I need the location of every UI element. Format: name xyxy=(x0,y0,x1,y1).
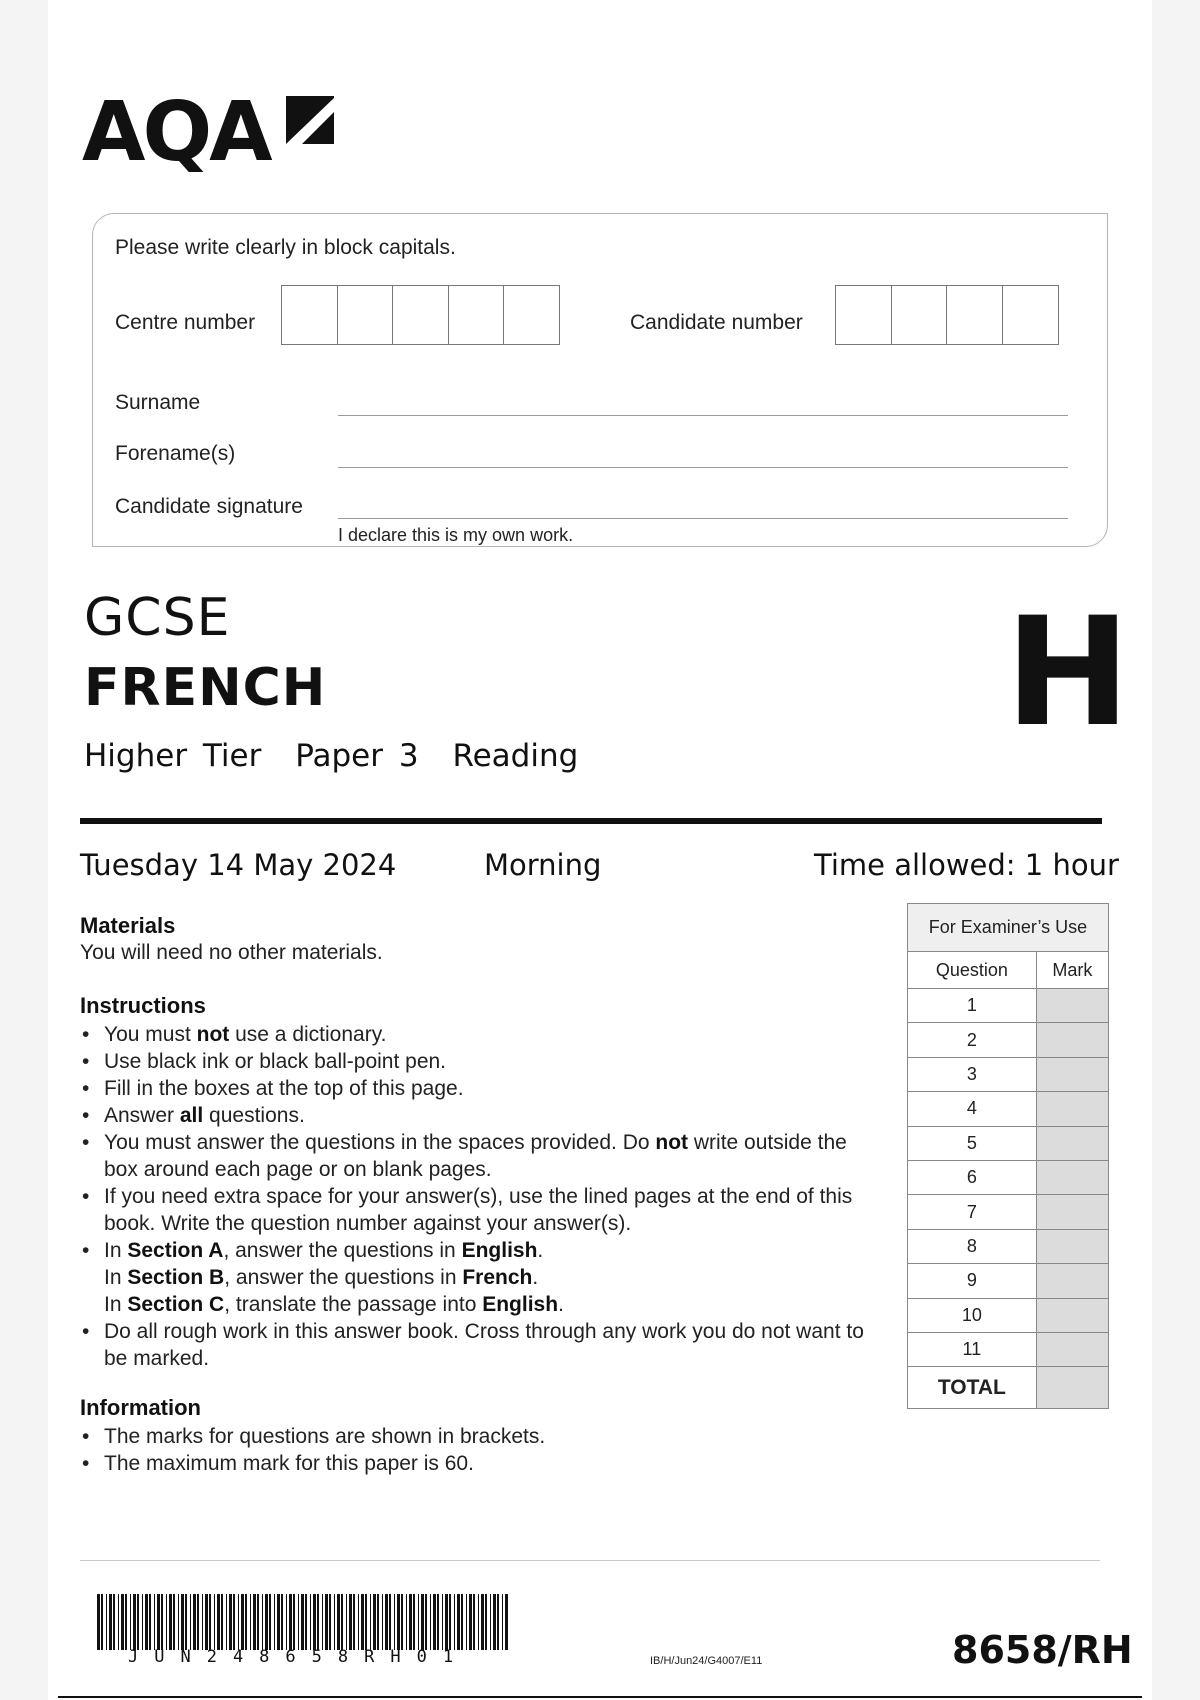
barcode-bar xyxy=(125,1594,127,1650)
paper-code: 8658/RH xyxy=(952,1628,1133,1672)
surname-label: Surname xyxy=(115,391,201,414)
paper-subtitle xyxy=(84,738,596,774)
mark-cell xyxy=(1036,1126,1108,1160)
barcode-bar xyxy=(214,1594,215,1650)
materials-text: You will need no other materials. xyxy=(80,941,383,964)
barcode-bar xyxy=(358,1594,359,1650)
barcode-bar xyxy=(413,1594,415,1650)
barcode-bar xyxy=(317,1594,319,1650)
barcode-bar xyxy=(361,1594,364,1650)
instruction-item: • Use black ink or black ball-point pen. xyxy=(80,1048,880,1075)
mark-cell xyxy=(1036,1298,1108,1332)
barcode-bar xyxy=(349,1594,352,1650)
instruction-item: • Fill in the boxes at the top of this page. xyxy=(80,1075,880,1102)
qualification-title: GCSE xyxy=(84,588,231,648)
mark-cell xyxy=(1036,1057,1108,1091)
information-item: • The marks for questions are shown in brackets. xyxy=(80,1423,880,1450)
question-number: 6 xyxy=(908,1160,1037,1194)
aqa-logo xyxy=(82,85,270,180)
block-capitals-instruction: Please write clearly in block capitals. xyxy=(115,236,456,259)
centre-number-digit[interactable] xyxy=(503,285,560,345)
barcode-bar xyxy=(490,1594,491,1650)
barcode-bar xyxy=(229,1594,232,1650)
question-number: 1 xyxy=(908,989,1037,1023)
candidate-number-digit[interactable] xyxy=(835,285,892,345)
barcode-bar xyxy=(197,1594,199,1650)
table-row xyxy=(908,1264,1109,1298)
instructions-heading: Instructions xyxy=(80,993,206,1018)
barcode-bar xyxy=(346,1594,347,1650)
barcode-bar xyxy=(397,1594,400,1650)
mark-cell xyxy=(1036,989,1108,1023)
signature-line[interactable] xyxy=(338,518,1068,519)
question-number: 5 xyxy=(908,1126,1037,1160)
declaration-text: I declare this is my own work. xyxy=(338,525,574,545)
barcode-bar xyxy=(353,1594,355,1650)
barcode-bar xyxy=(274,1594,275,1650)
time-allowed: Time allowed: 1 hour xyxy=(814,848,1119,882)
instruction-item: • If you need extra space for your answer(s), use the lined pages at the end of this book. Write the question number against your answer(s). xyxy=(80,1183,880,1237)
table-row xyxy=(908,1298,1109,1332)
barcode-bar xyxy=(130,1594,131,1650)
question-number: 4 xyxy=(908,1092,1037,1126)
table-row xyxy=(908,1057,1109,1091)
barcode-bar xyxy=(161,1594,163,1650)
barcode-bar xyxy=(401,1594,403,1650)
barcode-bar xyxy=(137,1594,139,1650)
barcode-bar xyxy=(193,1594,196,1650)
barcode-bar xyxy=(181,1594,184,1650)
candidate-number-digit[interactable] xyxy=(946,285,1003,345)
barcode-bar xyxy=(301,1594,304,1650)
barcode-bar xyxy=(145,1594,148,1650)
barcode-bar xyxy=(473,1594,475,1650)
instructions-list xyxy=(80,1021,880,1372)
barcode-bar xyxy=(502,1594,503,1650)
barcode-bar xyxy=(385,1594,388,1650)
barcode-bar xyxy=(286,1594,287,1650)
barcode-bar xyxy=(289,1594,292,1650)
barcode-bar xyxy=(337,1594,340,1650)
barcode-bar xyxy=(257,1594,259,1650)
barcode-bar xyxy=(409,1594,412,1650)
aqa-logo-mark-icon xyxy=(282,92,338,148)
barcode-bar xyxy=(202,1594,203,1650)
barcode-bar xyxy=(365,1594,367,1650)
table-row xyxy=(908,1332,1109,1366)
barcode-bar xyxy=(425,1594,427,1650)
barcode-bar xyxy=(217,1594,220,1650)
table-row xyxy=(908,989,1109,1023)
barcode-bar xyxy=(106,1594,107,1650)
barcode-bar xyxy=(262,1594,263,1650)
table-row xyxy=(908,1160,1109,1194)
barcode-bar xyxy=(277,1594,280,1650)
centre-number-digit[interactable] xyxy=(281,285,338,345)
barcode-bar xyxy=(121,1594,124,1650)
barcode-bar xyxy=(442,1594,443,1650)
centre-number-digit[interactable] xyxy=(337,285,394,345)
forenames-line[interactable] xyxy=(338,467,1068,468)
centre-number-boxes[interactable] xyxy=(281,285,559,345)
instruction-item: • You must not use a dictionary. xyxy=(80,1021,880,1048)
barcode-bar xyxy=(245,1594,247,1650)
barcode-bar xyxy=(305,1594,307,1650)
component-name: Reading xyxy=(452,738,579,774)
barcode-bar xyxy=(185,1594,187,1650)
barcode-bar xyxy=(454,1594,455,1650)
candidate-number-digit[interactable] xyxy=(891,285,948,345)
candidate-number-label: Candidate number xyxy=(630,311,803,334)
barcode-bar xyxy=(313,1594,316,1650)
question-number: 8 xyxy=(908,1229,1037,1263)
table-row xyxy=(908,1195,1109,1229)
barcode-bar xyxy=(370,1594,371,1650)
barcode-bar xyxy=(322,1594,323,1650)
barcode-bar xyxy=(178,1594,179,1650)
question-number: 9 xyxy=(908,1264,1037,1298)
surname-line[interactable] xyxy=(338,415,1068,416)
barcode-bar xyxy=(253,1594,256,1650)
table-row xyxy=(908,1229,1109,1263)
question-number: 11 xyxy=(908,1332,1037,1366)
barcode-bar xyxy=(394,1594,395,1650)
barcode-bar xyxy=(325,1594,328,1650)
barcode-bar xyxy=(221,1594,223,1650)
question-number: 3 xyxy=(908,1057,1037,1091)
information-item: • The maximum mark for this paper is 60. xyxy=(80,1450,880,1477)
barcode-bar xyxy=(478,1594,479,1650)
barcode-bar xyxy=(377,1594,379,1650)
barcode-bar xyxy=(341,1594,343,1650)
tier-letter: H xyxy=(1005,586,1131,760)
barcode-bar xyxy=(173,1594,175,1650)
mark-cell xyxy=(1036,1332,1108,1366)
mark-cell xyxy=(1036,1264,1108,1298)
barcode-bar xyxy=(238,1594,239,1650)
tier-name: Higher Tier xyxy=(84,738,262,774)
barcode-bar xyxy=(406,1594,407,1650)
centre-number-digit[interactable] xyxy=(448,285,505,345)
instruction-item: • Answer all questions. xyxy=(80,1102,880,1129)
barcode-text: JUN248658RH01 xyxy=(128,1647,470,1667)
exam-date: Tuesday 14 May 2024 xyxy=(80,848,397,882)
instruction-item: • You must answer the questions in the spaces provided. Do not write outside the box around each page or on blank pages. xyxy=(80,1129,880,1183)
barcode-bar xyxy=(250,1594,251,1650)
mark-cell xyxy=(1036,1195,1108,1229)
barcode-bar xyxy=(334,1594,335,1650)
barcode-bar xyxy=(329,1594,331,1650)
total-mark-cell xyxy=(1036,1367,1108,1409)
page-margin-right xyxy=(1152,0,1200,1700)
forenames-label: Forename(s) xyxy=(115,442,236,465)
barcode-bar xyxy=(457,1594,460,1650)
mark-cell xyxy=(1036,1092,1108,1126)
barcode-bar xyxy=(433,1594,436,1650)
exam-session: Morning xyxy=(484,848,602,882)
barcode-bar xyxy=(505,1594,508,1650)
barcode-bar xyxy=(497,1594,499,1650)
paper-number: Paper 3 xyxy=(295,738,419,774)
barcode-bar xyxy=(169,1594,172,1650)
barcode-bar xyxy=(445,1594,448,1650)
barcode-bar xyxy=(493,1594,496,1650)
barcode-bar xyxy=(298,1594,299,1650)
barcode-bar xyxy=(205,1594,208,1650)
title-divider xyxy=(80,818,1102,824)
table-row xyxy=(908,1023,1109,1057)
barcode-bar xyxy=(466,1594,467,1650)
candidate-number-boxes[interactable] xyxy=(835,285,1057,345)
mark-cell xyxy=(1036,1160,1108,1194)
barcode-bar xyxy=(281,1594,283,1650)
examiner-table-title: For Examiner’s Use xyxy=(908,904,1109,952)
barcode-bar xyxy=(310,1594,311,1650)
barcode-bar xyxy=(461,1594,463,1650)
total-row xyxy=(908,1367,1109,1409)
barcode-bar xyxy=(226,1594,227,1650)
table-row xyxy=(908,1092,1109,1126)
total-label: TOTAL xyxy=(908,1367,1037,1409)
information-list xyxy=(80,1423,880,1477)
barcode-bar xyxy=(481,1594,484,1650)
barcode-bar xyxy=(269,1594,271,1650)
aqa-logo-text: AQA xyxy=(82,85,270,180)
barcode-bar xyxy=(241,1594,244,1650)
barcode-bar xyxy=(209,1594,211,1650)
reference-code: IB/H/Jun24/G4007/E11 xyxy=(650,1655,763,1667)
page-bottom-rule xyxy=(58,1696,1142,1698)
barcode-bar xyxy=(157,1594,160,1650)
barcode-bar xyxy=(109,1594,112,1650)
barcode-bar xyxy=(437,1594,439,1650)
barcode-bar xyxy=(265,1594,268,1650)
barcode-bar xyxy=(469,1594,472,1650)
question-number: 7 xyxy=(908,1195,1037,1229)
subject-title: FRENCH xyxy=(84,658,327,718)
barcode-bar xyxy=(149,1594,151,1650)
examiner-use-table xyxy=(907,903,1109,1409)
footer-divider xyxy=(80,1560,1100,1561)
centre-number-label: Centre number xyxy=(115,311,256,334)
question-number: 2 xyxy=(908,1023,1037,1057)
signature-label: Candidate signature xyxy=(115,495,303,518)
barcode-bar xyxy=(113,1594,115,1650)
barcode-bar xyxy=(142,1594,143,1650)
mark-cell xyxy=(1036,1229,1108,1263)
information-heading: Information xyxy=(80,1395,201,1420)
barcode-bar xyxy=(382,1594,383,1650)
barcode-bar xyxy=(485,1594,487,1650)
barcode-bar xyxy=(97,1594,100,1650)
instruction-item: • In Section A, answer the questions in English. In Section B, answer the questions in French. In Section C, translate the passage into English. xyxy=(80,1237,880,1318)
barcode-bar xyxy=(166,1594,167,1650)
barcode-bar xyxy=(373,1594,376,1650)
table-row xyxy=(908,1126,1109,1160)
centre-number-digit[interactable] xyxy=(392,285,449,345)
barcode-image xyxy=(97,1594,509,1650)
barcode-bar xyxy=(421,1594,424,1650)
mark-column-header: Mark xyxy=(1036,952,1108,989)
barcode-bar xyxy=(430,1594,431,1650)
barcode-bar xyxy=(118,1594,119,1650)
mark-cell xyxy=(1036,1023,1108,1057)
question-number: 10 xyxy=(908,1298,1037,1332)
barcode-bar xyxy=(133,1594,136,1650)
barcode-bar xyxy=(293,1594,295,1650)
page-margin-left xyxy=(0,0,48,1700)
barcode-bar xyxy=(389,1594,391,1650)
question-column-header: Question xyxy=(908,952,1037,989)
candidate-number-digit[interactable] xyxy=(1002,285,1059,345)
barcode-bar xyxy=(233,1594,235,1650)
materials-heading: Materials xyxy=(80,913,176,938)
barcode-bar xyxy=(190,1594,191,1650)
barcode-bar xyxy=(101,1594,103,1650)
barcode-bar xyxy=(154,1594,155,1650)
barcode-bar xyxy=(418,1594,419,1650)
instruction-item: • Do all rough work in this answer book. Cross through any work you do not want to be marked. xyxy=(80,1318,880,1372)
barcode-bar xyxy=(449,1594,451,1650)
